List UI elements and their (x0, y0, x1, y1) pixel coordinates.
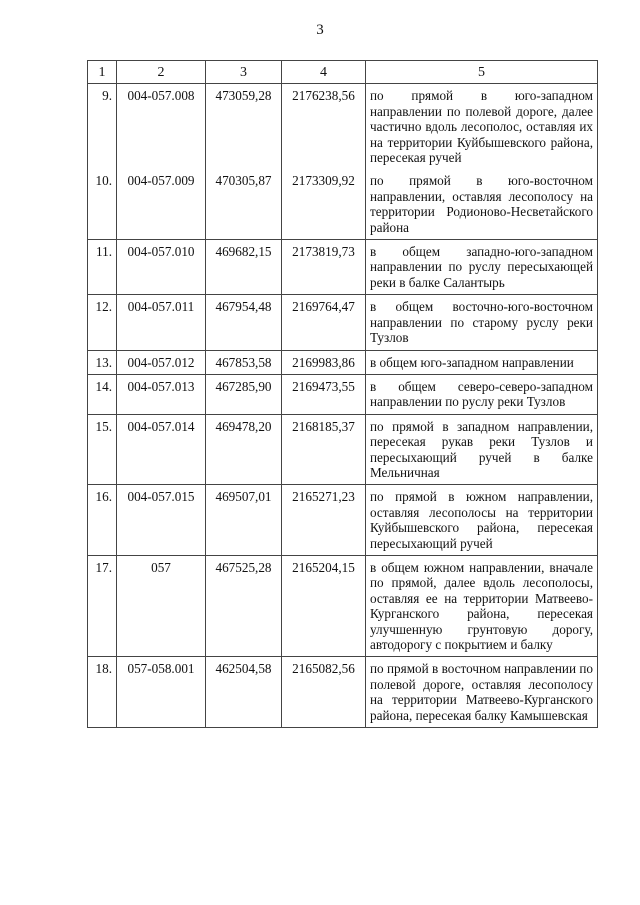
header-col-2: 2 (117, 61, 206, 84)
table-row (88, 374, 598, 414)
coordinate-x: 469682,15 (206, 240, 282, 295)
boundary-description: по прямой в юго-восточном направлении, оставляя лесополосу на территории Родионово-Несветайского района (366, 169, 598, 239)
boundary-description: в общем западно-юго-западном направлении по руслу пересыхающей реки в балке Салантырь (366, 240, 598, 295)
row-number: 18. (88, 657, 117, 728)
point-code: 004-057.010 (117, 240, 206, 295)
point-code: 057-058.001 (117, 657, 206, 728)
coordinate-x: 467525,28 (206, 555, 282, 656)
coordinate-x: 473059,28 (206, 84, 282, 170)
row-number: 12. (88, 295, 117, 350)
coordinate-y: 2165082,56 (282, 657, 366, 728)
table-row (88, 485, 598, 556)
point-code: 057 (117, 555, 206, 656)
table-row (88, 84, 598, 170)
row-number: 17. (88, 555, 117, 656)
coordinate-x: 469478,20 (206, 414, 282, 485)
point-code: 004-057.012 (117, 350, 206, 374)
row-number: 16. (88, 485, 117, 556)
table-row (88, 414, 598, 485)
point-code: 004-057.015 (117, 485, 206, 556)
coordinate-y: 2165271,23 (282, 485, 366, 556)
coordinate-y: 2176238,56 (282, 84, 366, 170)
coordinate-y: 2169764,47 (282, 295, 366, 350)
row-number: 9. (88, 84, 117, 170)
table-row (88, 350, 598, 374)
point-code: 004-057.009 (117, 169, 206, 239)
point-code: 004-057.011 (117, 295, 206, 350)
boundary-description: в общем северо-северо-западном направлении по руслу реки Тузлов (366, 374, 598, 414)
boundary-description: в общем восточно-юго-восточном направлении по старому руслу реки Тузлов (366, 295, 598, 350)
boundary-description: в общем южном направлении, вначале по прямой, далее вдоль лесополосы, оставляя ее на территории Матвеево-Курганского района, пересекая улучшенную грунтовую дорогу, автодорогу с покрытием и балку (366, 555, 598, 656)
boundary-description: по прямой в юго-западном направлении по полевой дороге, далее частично вдоль лесополос, оставляя их на территории Куйбышевского района, пересекая ручей (366, 84, 598, 170)
row-number: 13. (88, 350, 117, 374)
page-number: 3 (316, 22, 324, 38)
boundary-description: по прямой в восточном направлении по полевой дороге, оставляя лесополосу на территории Матвеево-Курганского района, пересекая балку Камышевская (366, 657, 598, 728)
header-col-4: 4 (282, 61, 366, 84)
coordinate-y: 2173309,92 (282, 169, 366, 239)
coordinate-x: 467954,48 (206, 295, 282, 350)
coordinate-x: 467853,58 (206, 350, 282, 374)
header-col-5: 5 (366, 61, 598, 84)
boundary-description: по прямой в южном направлении, оставляя лесополосы на территории Куйбышевского района, пересекая пересыхающий ручей (366, 485, 598, 556)
coordinate-y: 2165204,15 (282, 555, 366, 656)
row-number: 14. (88, 374, 117, 414)
table-row (88, 555, 598, 656)
boundary-description: по прямой в западном направлении, пересекая рукав реки Тузлов и пересыхающий ручей в балке Мельничная (366, 414, 598, 485)
table-header-row (88, 61, 598, 84)
coordinate-x: 462504,58 (206, 657, 282, 728)
table-row (88, 240, 598, 295)
coordinate-y: 2169983,86 (282, 350, 366, 374)
row-number: 11. (88, 240, 117, 295)
point-code: 004-057.013 (117, 374, 206, 414)
coordinate-y: 2168185,37 (282, 414, 366, 485)
coordinate-x: 467285,90 (206, 374, 282, 414)
row-number: 10. (88, 169, 117, 239)
coordinate-x: 470305,87 (206, 169, 282, 239)
boundary-table (87, 60, 598, 728)
coordinate-y: 2173819,73 (282, 240, 366, 295)
coordinate-y: 2169473,55 (282, 374, 366, 414)
table-row (88, 169, 598, 239)
point-code: 004-057.014 (117, 414, 206, 485)
boundary-description: в общем юго-западном направлении (366, 350, 598, 374)
table-row (88, 657, 598, 728)
header-col-3: 3 (206, 61, 282, 84)
header-col-1: 1 (88, 61, 117, 84)
row-number: 15. (88, 414, 117, 485)
table-row (88, 295, 598, 350)
point-code: 004-057.008 (117, 84, 206, 170)
coordinate-x: 469507,01 (206, 485, 282, 556)
